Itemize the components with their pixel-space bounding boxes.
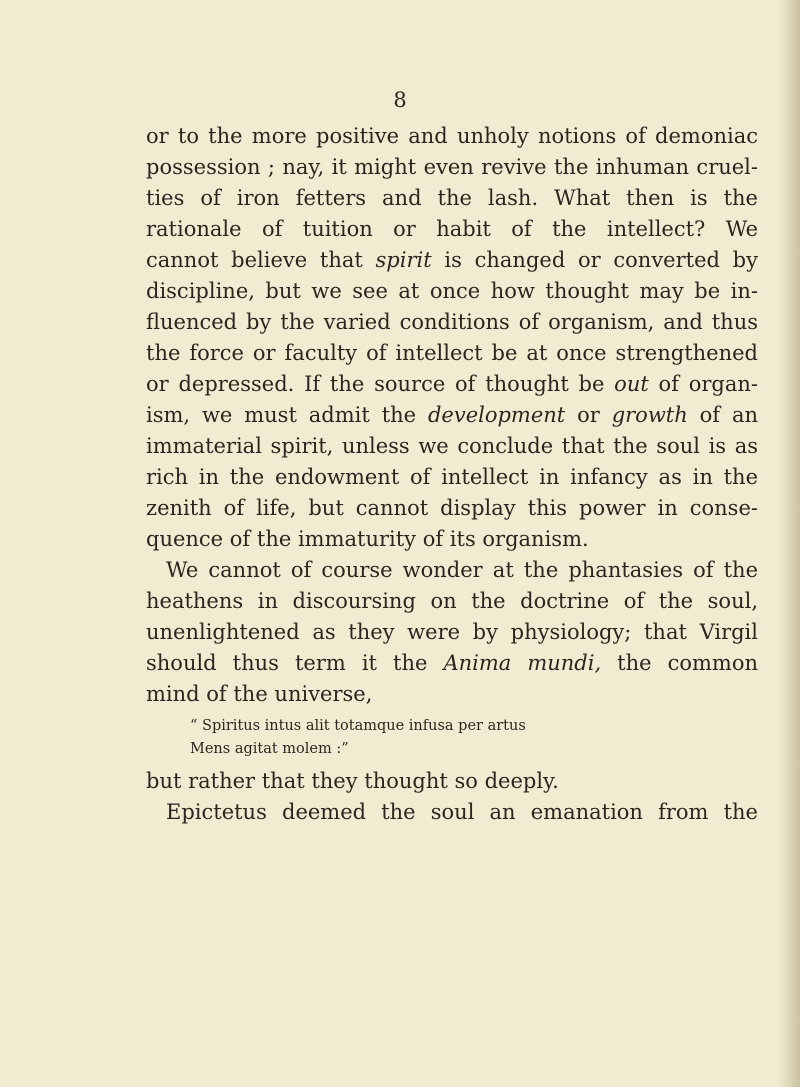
text-line: mind of the universe, xyxy=(146,682,373,706)
text-line: We cannot of course wonder at the phantasies of the xyxy=(166,558,758,582)
text-line xyxy=(146,400,758,431)
text-line: ties of iron fetters and the lash. What then is the xyxy=(146,186,758,210)
italic-term: out xyxy=(614,372,649,396)
text-line: unenlightened as they were by physiology; that Virgil xyxy=(146,620,758,644)
text-line: heathens in discoursing on the doctrine of the soul, xyxy=(146,589,758,613)
quotation-line: Mens agitat molem :” xyxy=(190,741,349,757)
text-line: quence of the immaturity of its organism. xyxy=(146,527,589,551)
italic-term: Anima mundi, xyxy=(443,651,602,675)
text-segment: the common xyxy=(601,651,759,675)
italic-term: growth xyxy=(611,403,688,427)
text-segment: is changed or converted by xyxy=(431,248,758,272)
text-line: possession ; nay, it might even revive the inhuman cruel- xyxy=(146,155,758,179)
italic-term: development xyxy=(427,403,566,427)
text-segment: cannot believe that xyxy=(146,248,376,272)
text-line: immaterial spirit, unless we conclude that the soul is as xyxy=(146,434,758,458)
text-segment: or xyxy=(565,403,612,427)
text-segment: of an xyxy=(687,403,759,427)
text-line: but rather that they thought so deeply. xyxy=(146,769,559,793)
text-line xyxy=(146,648,758,679)
page-number: 8 xyxy=(393,88,407,112)
body-text xyxy=(146,121,758,828)
text-line: discipline, but we see at once how thought may be in- xyxy=(146,279,758,303)
page-edge-shadow xyxy=(778,0,800,1087)
text-line: the force or faculty of intellect be at once strengthened xyxy=(146,341,758,365)
text-line xyxy=(146,369,758,400)
text-segment: of organ- xyxy=(648,372,758,396)
italic-term: spirit xyxy=(375,248,432,272)
text-line: zenith of life, but cannot display this power in conse- xyxy=(146,496,758,520)
text-line: Epictetus deemed the soul an emanation from the xyxy=(166,800,758,824)
text-segment: ism, we must admit the xyxy=(146,403,428,427)
quotation-line: “ Spiritus intus alit totamque infusa per artus xyxy=(190,718,526,734)
text-line: rich in the endowment of intellect in infancy as in the xyxy=(146,465,758,489)
text-segment: or depressed. If the source of thought be xyxy=(146,372,615,396)
text-line: fluenced by the varied conditions of organism, and thus xyxy=(146,310,758,334)
text-line: rationale of tuition or habit of the intellect? We xyxy=(146,217,758,241)
text-line: or to the more positive and unholy notions of demoniac xyxy=(146,124,758,148)
text-segment: should thus term it the xyxy=(146,651,444,675)
text-line xyxy=(146,245,758,276)
